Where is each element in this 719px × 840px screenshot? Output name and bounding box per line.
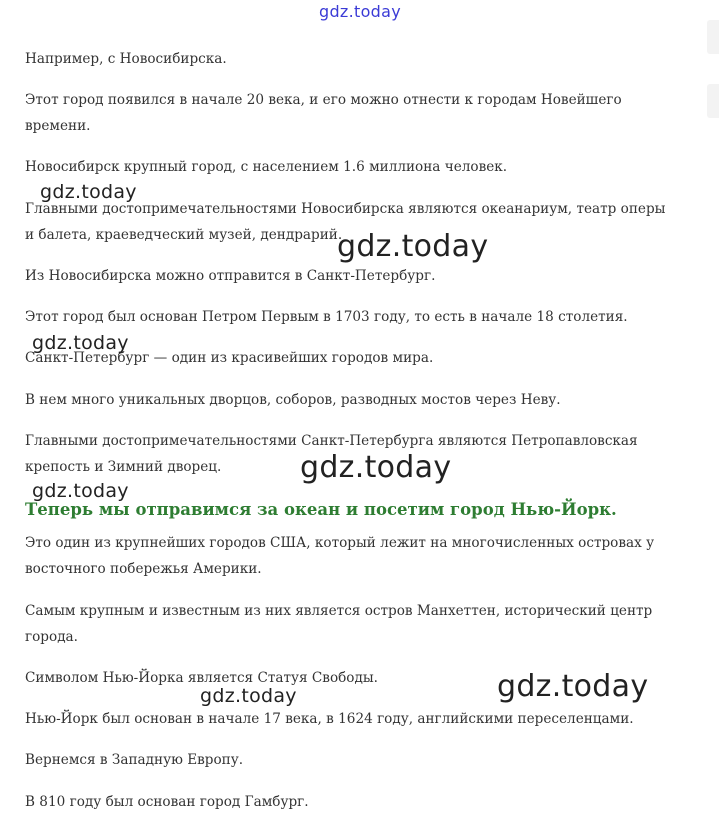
watermark: gdz.today [337, 229, 489, 264]
paragraph-4: Главными достопримечательностями Новосибирска являются океанариум, театр оперы и балета, краеведческий музей, дендрарий. [25, 201, 666, 243]
watermark: gdz.today [300, 450, 452, 485]
paragraph-7: Санкт-Петербург — один из красивейших городов мира. [25, 350, 434, 366]
watermark: gdz.today [497, 669, 649, 704]
paragraph-1: Например, с Новосибирска. [25, 51, 227, 67]
side-tab-upper[interactable] [707, 20, 719, 54]
paragraph-13: Нью-Йорк был основан в начале 17 века, в 1624 году, английскими переселенцами. [25, 711, 634, 727]
watermark: gdz.today [32, 332, 129, 354]
paragraph-8: В нем много уникальных дворцов, соборов, разводных мостов через Неву. [25, 392, 561, 408]
paragraph-12: Символом Нью-Йорка является Статуя Свободы. [25, 670, 379, 686]
paragraph-9: Главными достопримечательностями Санкт-Петербурга являются Петропавловская крепость и Зимний дворец. [25, 433, 638, 475]
paragraph-11: Самым крупным и известным из них является остров Манхеттен, исторический центр города. [25, 603, 653, 645]
watermark: gdz.today [40, 181, 137, 203]
section-heading: Теперь мы отправимся за океан и посетим город Нью-Йорк. [25, 500, 617, 519]
paragraph-5: Из Новосибирска можно отправится в Санкт-Петербург. [25, 268, 436, 284]
watermark: gdz.today [32, 480, 129, 502]
paragraph-15: В 810 году был основан город Гамбург. [25, 794, 309, 810]
side-tab-lower[interactable] [707, 84, 719, 118]
paragraph-3: Новосибирск крупный город, с населением 1.6 миллиона человек. [25, 159, 508, 175]
paragraph-6: Этот город был основан Петром Первым в 1703 году, то есть в начале 18 столетия. [25, 309, 628, 325]
paragraph-10: Это один из крупнейших городов США, который лежит на многочисленных островах у восточного побережья Америки. [25, 535, 655, 577]
paragraph-14: Вернемся в Западную Европу. [25, 752, 244, 768]
watermark: gdz.today [200, 685, 297, 707]
paragraph-2: Этот город появился в начале 20 века, и его можно отнести к городам Новейшего времени. [25, 92, 622, 134]
watermark-top: gdz.today [319, 2, 401, 21]
